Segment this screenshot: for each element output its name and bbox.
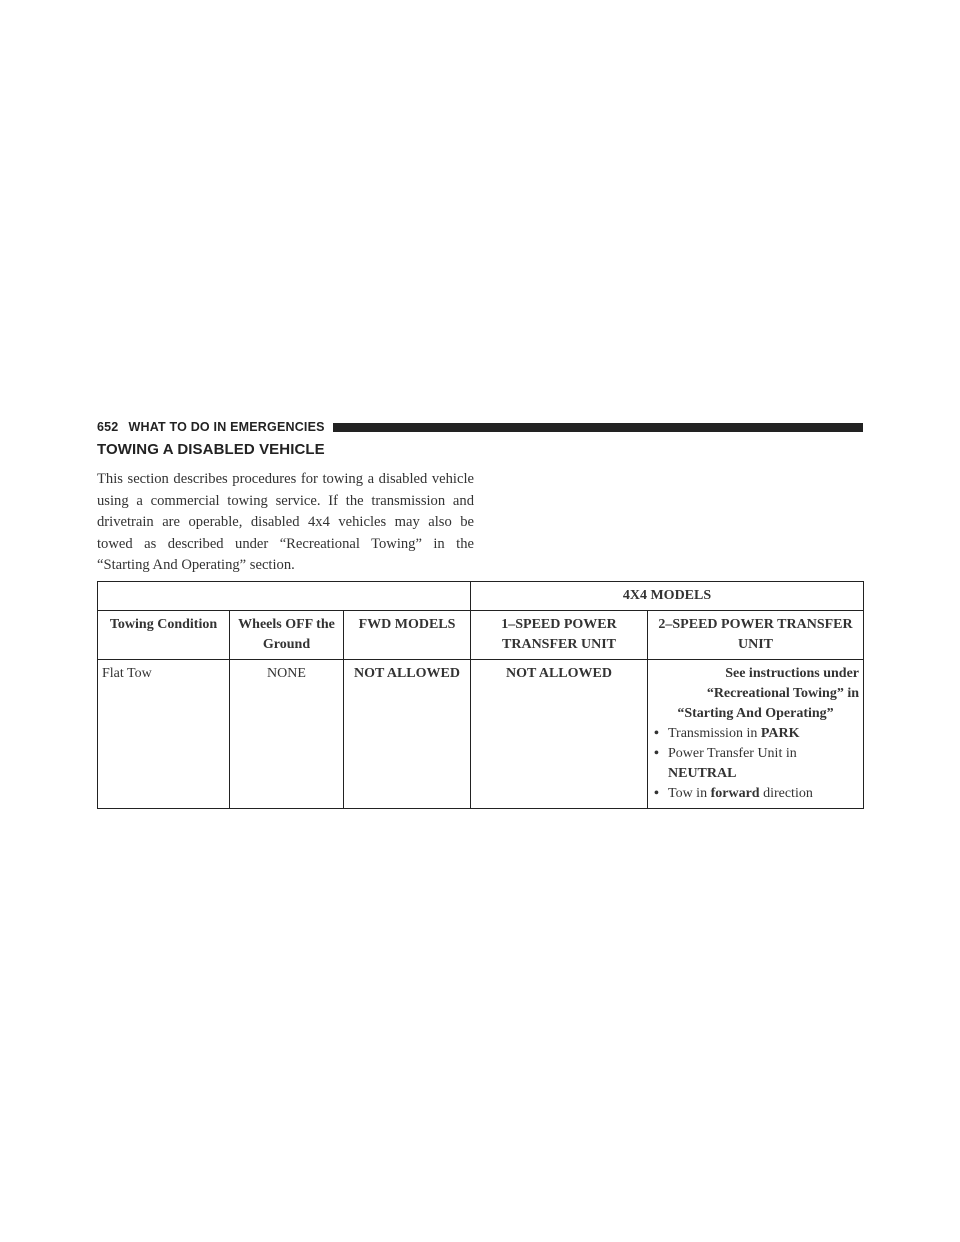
bullet-text: Power Transfer Unit in — [668, 746, 797, 761]
col-header-towing-condition: Towing Condition — [98, 611, 230, 660]
bullet-bold: forward — [710, 786, 760, 801]
group-header-4x4: 4X4 MODELS — [471, 582, 864, 611]
group-header-row — [98, 582, 864, 611]
col-header-1-speed: 1–SPEED POWER TRANSFER UNIT — [471, 611, 648, 660]
list-item — [652, 784, 859, 804]
cell-wheels-off: NONE — [230, 660, 344, 809]
cell-fwd: NOT ALLOWED — [344, 660, 471, 809]
col-header-fwd-models: FWD MODELS — [344, 611, 471, 660]
towing-table — [97, 581, 864, 809]
cell-1-speed: NOT ALLOWED — [471, 660, 648, 809]
page-header — [97, 418, 863, 436]
intro-paragraph: This section describes procedures for towing a disabled vehicle using a commercial towing service. If the transmission and drivetrain are operable, disabled 4x4 vehicles may also be towed as described under “Recreational Towing” in the “Starting And Operating” section. — [97, 471, 474, 573]
col-header-2-speed: 2–SPEED POWER TRANSFER UNIT — [648, 611, 864, 660]
bullet-text: Tow in — [668, 786, 708, 801]
list-item — [652, 724, 859, 744]
table-row — [98, 660, 864, 809]
bullet-text: Transmission in — [668, 726, 758, 741]
bullet-bold: PARK — [760, 726, 800, 741]
cell-condition: Flat Tow — [98, 660, 230, 809]
column-header-row — [98, 611, 864, 660]
instruction-list — [652, 724, 859, 804]
recreational-towing-note: See instructions under “Recreational Towing” in “Starting And Operating” — [677, 666, 860, 721]
cell-2-speed — [648, 660, 864, 809]
page-number: 652 — [97, 420, 119, 434]
header-rule — [333, 423, 863, 432]
running-section-label: WHAT TO DO IN EMERGENCIES — [128, 420, 325, 434]
bullet-bold: NEUTRAL — [668, 766, 737, 781]
bullet-text-after: direction — [763, 786, 813, 801]
section-title: TOWING A DISABLED VEHICLE — [97, 441, 325, 458]
group-header-empty — [98, 582, 471, 611]
list-item — [652, 744, 859, 784]
col-header-wheels-off: Wheels OFF the Ground — [230, 611, 344, 660]
